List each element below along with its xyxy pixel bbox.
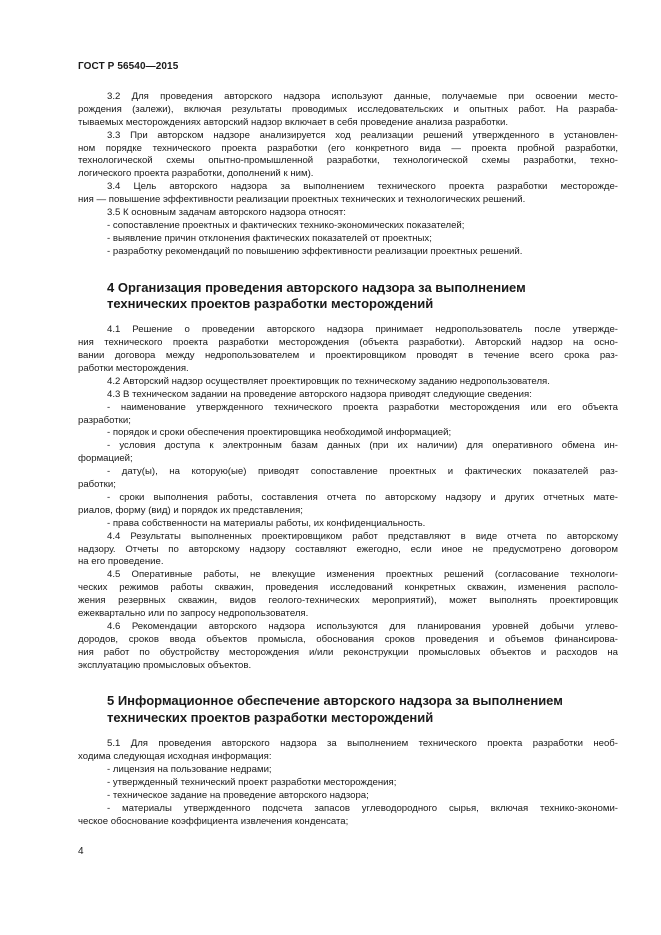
section-4-heading-cont: технических проектов разработки месторождений bbox=[107, 295, 434, 311]
text-line: технологической схемы опытно-промышленной разработки, технологической схемы разработки, техно- bbox=[78, 155, 618, 167]
text-line: разработки; bbox=[78, 414, 131, 426]
section-4-heading: 4 Организация проведения авторского надзора за выполнением bbox=[107, 279, 526, 295]
text-line: 4.6 Рекомендации авторского надзора используются для планирования уровней добычи углево- bbox=[107, 620, 618, 632]
text-line: тываемых месторождениях авторский надзор включает в себя проведение анализа разработки. bbox=[78, 116, 508, 128]
text-line: - условия доступа к электронным базам данных (при их наличии) для оперативного обмена ин- bbox=[107, 440, 618, 452]
text-line: формацией; bbox=[78, 453, 133, 465]
text-line: - техническое задание на проведение авторского надзора; bbox=[107, 789, 369, 801]
text-line: эксплуатацию промысловых объектов. bbox=[78, 659, 252, 671]
section-5 bbox=[78, 693, 618, 828]
text-line: - разработку рекомендаций по повышению эффективности реализации проектных решений. bbox=[107, 245, 523, 257]
text-line: ходима следующая исходная информация: bbox=[78, 751, 272, 763]
text-line: - лицензия на пользование недрами; bbox=[107, 763, 272, 775]
text-line: 3.3 При авторском надзоре анализируется ход реализации решений утвержденного в установлен- bbox=[107, 129, 618, 141]
text-line: 4.1 Решение о проведении авторского надзора принимает недропользователь после утвержде- bbox=[107, 324, 618, 336]
text-line: ния — повышение эффективности реализации проектных технических и технологических решений. bbox=[78, 194, 526, 206]
document-header: ГОСТ Р 56540—2015 bbox=[78, 61, 179, 72]
text-line: 4.2 Авторский надзор осуществляет проектировщик по техническому заданию недропользователя. bbox=[107, 375, 550, 387]
text-line: дородов, сроков ввода объектов промысла, обоснования сроков проведения и объемов финансирова- bbox=[78, 633, 618, 645]
section-3-tail bbox=[78, 91, 618, 259]
text-line: ежеквартально или по запросу недропользователя. bbox=[78, 607, 309, 619]
text-line: 4.4 Результаты выполненных проектировщиком работ представляют в виде отчета по авторскому bbox=[107, 530, 618, 542]
text-line: 3.5 К основным задачам авторского надзора относят: bbox=[107, 207, 346, 219]
text-line: - материалы утвержденного подсчета запасов углеводородного сырья, включая технико-экономи- bbox=[107, 802, 618, 814]
text-line: ния работ по обустройству месторождения и/или реконструкции промысловых объектов и расходов на bbox=[78, 646, 618, 658]
text-line: - утвержденный технический проект разработки месторождения; bbox=[107, 776, 397, 788]
text-line: 3.4 Цель авторского надзора за выполнением технического проекта разработки месторожде- bbox=[107, 181, 618, 193]
text-line: риалов, форму (вид) и порядок их представления; bbox=[78, 504, 303, 516]
page-number: 4 bbox=[78, 846, 84, 857]
text-line: - права собственности на материалы работы, их конфиденциальность. bbox=[107, 517, 426, 529]
text-line: логического проекта разработки, дополнений к ним). bbox=[78, 168, 314, 180]
section-5-heading: 5 Информационное обеспечение авторского надзора за выполнением bbox=[107, 693, 563, 709]
text-line: работки месторождения. bbox=[78, 363, 189, 375]
text-line: ном порядке технического проекта разработки (его конкретного вида — проекта пробной разработки, bbox=[78, 142, 618, 154]
text-line: - порядок и сроки обеспечения проектировщика необходимой информацией; bbox=[107, 427, 452, 439]
document-body bbox=[78, 91, 618, 828]
text-line: ческое обоснование коэффициента извлечения конденсата; bbox=[78, 815, 349, 827]
text-line: 4.5 Оперативные работы, не влекущие изменения проектных решений (согласование технологи- bbox=[107, 569, 618, 581]
text-line: вании договора между недропользователем и проектировщиком проводят в течение всего срока раз- bbox=[78, 350, 618, 362]
text-line: - сопоставление проектных и фактических технико-экономических показателей; bbox=[107, 219, 465, 231]
text-line: - сроки выполнения работы, составления отчета по авторскому надзору и других отчетных мате- bbox=[107, 491, 618, 503]
section-5-heading-cont: технических проектов разработки месторождений bbox=[107, 709, 434, 725]
text-line: - дату(ы), на которую(ые) приводят сопоставление проектных и фактических показателей раз- bbox=[107, 466, 618, 478]
section-4 bbox=[78, 280, 618, 673]
section-5-body bbox=[78, 738, 618, 828]
text-line: работки; bbox=[78, 479, 116, 491]
text-line: 3.2 Для проведения авторского надзора используют данные, получаемые при освоении место- bbox=[107, 91, 618, 102]
text-line: - выявление причин отклонения фактических показателей от проектных; bbox=[107, 232, 432, 244]
text-line: жения резервных скважин, видов геолого-технических мероприятий), может выполнять проектировщик bbox=[78, 595, 618, 607]
text-line: на его проведение. bbox=[78, 556, 164, 568]
section-4-body bbox=[78, 324, 618, 672]
text-line: 5.1 Для проведения авторского надзора за выполнением технического проекта разработки необ- bbox=[107, 738, 618, 750]
text-line: - наименование утвержденного технического проекта разработки месторождения или его объекта bbox=[107, 401, 618, 413]
text-line: ческих режимов работы скважин, проведения исследований конкретных скважин, изменения располо- bbox=[78, 582, 618, 594]
text-line: 4.3 В техническом задании на проведение авторского надзора приводят следующие сведения: bbox=[107, 388, 532, 400]
text-line: надзору. Отчеты по авторскому надзору составляют ежегодно, если иное не предусмотрено договором bbox=[78, 543, 618, 555]
text-line: рождения (залежи), включая результаты проводимых исследовательских и опытных работ. На разраба- bbox=[78, 103, 618, 115]
text-line: ния технического проекта разработки месторождения (объекта разработки). Авторский надзор на осно- bbox=[78, 337, 618, 349]
